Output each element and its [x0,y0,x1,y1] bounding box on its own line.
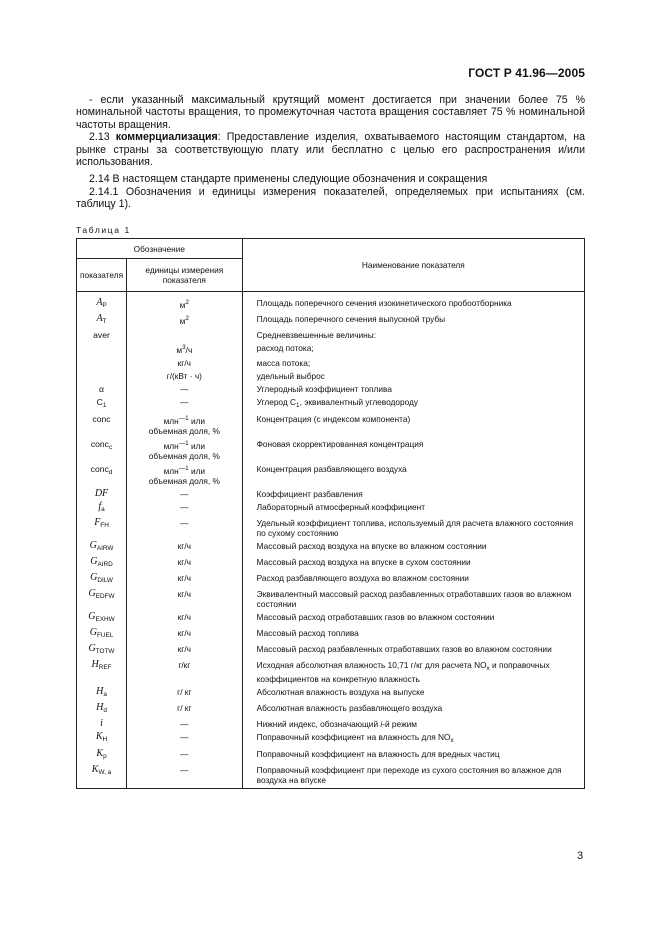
name-cell [242,541,584,557]
name-text: Концентрация (с индексом компонента) [256,414,411,424]
name-cell [242,397,584,414]
header-symbol: показателя [77,259,127,292]
symbol-text: G [89,540,97,551]
table-row [77,660,585,687]
symbol-text: G [88,611,96,622]
unit-text: — [180,384,189,394]
symbol-text: aver [93,330,110,340]
table-row [77,518,585,541]
symbol-text: conc [90,439,109,449]
symbol-cell [77,439,127,464]
name-text: Коэффициент разбавления [256,489,363,499]
symbol-text: K [96,748,104,759]
unit-cell [127,518,243,541]
unit-text: кг/ч [177,557,191,567]
name-cell [242,518,584,541]
name-text: удельный выброс [256,371,325,381]
symbol-cell [77,292,127,315]
table-row [77,589,585,612]
symbol-text: F [94,517,101,528]
unit-cell [127,397,243,414]
paragraph-2-14: 2.14 В настоящем стандарте применены следующие обозначения и сокращения [89,173,488,186]
symbol-text: α [99,384,104,394]
unit-text: кг/ч [177,541,191,551]
unit-superscript: 2 [185,315,189,322]
symbol-subscript: AIRW [96,545,114,552]
table-row [77,358,585,371]
symbol-subscript: H [102,736,108,743]
name-text: Эквивалентный массовый расход разбавленных отработавших газов во влажном состоянии [256,589,572,609]
unit-cell [127,628,243,644]
unit-cell [127,330,243,343]
name-text: Удельный коэффициент топлива, используемый для расчета влажного состояния по сухому состоянию [256,518,574,538]
unit-text: г/(кВт · ч) [166,371,202,381]
standard-header: ГОСТ Р 41.96—2005 [468,66,585,80]
name-italic: i [380,719,383,729]
symbol-text: C [96,397,103,407]
table-row [77,732,585,749]
name-cell [242,314,584,330]
symbol-cell [77,464,127,489]
unit-text: кг/ч [177,358,191,368]
unit-cell [127,541,243,557]
unit-cell [127,464,243,489]
unit-cell [127,557,243,573]
table-row [77,612,585,628]
symbol-subscript: REF [98,664,112,671]
symbol-text: i [100,718,103,729]
unit-tail: /ч [185,345,193,355]
symbol-text: H [91,659,99,670]
unit-text: кг/ч [177,628,191,638]
table-row [77,749,585,765]
table-row [77,314,585,330]
name-cell [242,358,584,371]
body-text [76,94,585,211]
unit-cell [127,489,243,502]
symbol-text: H [96,686,104,697]
unit-cell [127,719,243,732]
symbol-subscript: c [108,444,113,451]
symbol-subscript: P [102,302,107,309]
unit-superscript: —1 [178,415,189,422]
name-text: Фоновая скорректированная концентрация [256,439,424,449]
name-cell [242,330,584,343]
name-text: Абсолютная влажность разбавляющего воздуха [256,703,443,713]
symbol-text: G [89,627,97,638]
table-row [77,414,585,439]
table-row [77,384,585,397]
unit-cell [127,314,243,330]
symbol-subscript: AIRD [97,561,113,568]
symbol-cell [77,518,127,541]
unit-cell [127,644,243,660]
term-definition: : Предоставление изделия, охватываемого настоящим стандартом, на рынке страны за соответствующую плату или бесплатно с целью его распространения и/или использования. [76,131,586,169]
symbol-cell [77,703,127,719]
name-cell [242,502,584,518]
name-tail: , эквивалентный углеводороду [299,397,419,407]
table-row [77,687,585,703]
name-cell [242,660,584,687]
symbol-text: A [96,313,103,324]
unit-text: — [180,397,189,407]
unit-text: млн [163,466,179,476]
unit-cell [127,502,243,518]
page-number: 3 [577,850,584,862]
symbol-text: conc [92,414,111,424]
name-cell [242,749,584,765]
name-cell [242,371,584,384]
name-text: масса потока; [256,358,311,368]
name-cell [242,612,584,628]
name-cell [242,589,584,612]
name-text: Поправочный коэффициент на влажность для NO [256,732,451,742]
unit-tail: или [188,441,206,451]
symbol-subscript: 1 [102,402,107,409]
name-cell [242,644,584,660]
table-caption: Таблица 1 [76,225,131,235]
unit-cell [127,687,243,703]
unit-cell [127,612,243,628]
symbol-text: G [88,588,96,599]
table-row [77,489,585,502]
table-row [77,573,585,589]
name-text: Абсолютная влажность воздуха на выпуске [256,687,425,697]
name-text: Массовый расход разбавленных отработавших газов во влажном состоянии [256,644,552,654]
symbol-text: G [90,556,98,567]
symbol-cell [77,343,127,358]
symbol-text: f [98,501,102,512]
symbol-cell [77,502,127,518]
symbol-cell [77,397,127,414]
name-cell [242,384,584,397]
unit-cell [127,384,243,397]
table-row [77,439,585,464]
unit-superscript: —1 [178,465,189,472]
symbol-cell [77,330,127,343]
name-text: Массовый расход топлива [256,628,359,638]
name-text: Нижний индекс, обозначающий [256,719,381,729]
unit-superscript: 3 [182,344,186,351]
unit-tail: или [188,466,206,476]
unit-text: г/кг [178,660,191,670]
term-commercialization: коммерциализация [115,131,218,144]
table-row [77,557,585,573]
symbol-text: H [96,702,104,713]
table-row [77,765,585,789]
name-cell [242,765,584,789]
symbol-subscript: a [103,691,107,698]
unit-cell [127,703,243,719]
symbol-subscript: TOTW [95,648,115,655]
table-row [77,644,585,660]
name-subscript: x [450,737,454,744]
unit-text: кг/ч [177,644,191,654]
name-text: Расход разбавляющего воздуха во влажном состоянии [256,573,469,583]
unit-text: — [180,749,189,759]
symbol-text: G [88,643,96,654]
symbol-subscript: EXHW [95,616,115,623]
name-cell [242,719,584,732]
symbol-cell [77,749,127,765]
symbol-subscript: T [102,318,107,325]
name-text: Углеродный коэффициент топлива [256,384,392,394]
name-cell [242,414,584,439]
unit-text: млн [163,416,179,426]
table-row [77,502,585,518]
symbol-cell [77,765,127,789]
symbol-subscript: d [103,707,107,714]
symbol-text: A [96,297,103,308]
name-tail: -й режим [382,719,417,729]
table-row [77,397,585,414]
unit-superscript: 2 [185,299,189,306]
unit-cell [127,371,243,384]
name-cell [242,343,584,358]
unit-text-2: объемная доля, % [148,451,220,461]
name-cell [242,464,584,489]
symbol-cell [77,489,127,502]
paragraph-2-14-1: 2.14.1 Обозначения и единицы измерения показателей, определяемых при испытаниях (см. таблицу 1). [76,185,585,211]
clause-number: 2.13 [89,131,116,144]
symbol-cell [77,732,127,749]
name-subscript: x [486,665,490,672]
symbol-cell [77,557,127,573]
unit-text: г/ кг [177,703,192,713]
unit-cell [127,589,243,612]
unit-text: — [180,765,189,775]
paragraph-rotation-speed: - если указанный максимальный крутящий момент достигается при значении более 75 % номинальной частоты вращения, то промежуточная частота вращения составляет 75 % номинальной частоты вращения. [76,94,585,131]
name-cell [242,732,584,749]
name-text: Лабораторный атмосферный коэффициент [256,502,425,512]
header-name: Наименование показателя [242,239,584,292]
symbols-table [76,238,585,789]
name-cell [242,628,584,644]
symbol-subscript: d [108,469,113,476]
unit-text: — [180,732,189,742]
unit-cell [127,358,243,371]
symbol-text: G [90,572,98,583]
symbol-cell [77,541,127,557]
unit-cell [127,414,243,439]
name-text: Площадь поперечного сечения изокинетического пробоотборника [256,298,512,308]
table-row [77,343,585,358]
name-text: Массовый расход воздуха на впуске в сухом состоянии [256,557,471,567]
unit-text: — [180,518,189,528]
symbol-text: DF [94,488,109,499]
unit-text: — [180,489,189,499]
unit-text: — [180,719,189,729]
unit-text: — [180,502,189,512]
symbol-text: conc [90,464,109,474]
symbol-text: K [91,764,99,775]
symbol-subscript: a [101,506,105,513]
name-text: расход потока; [256,343,314,353]
name-cell [242,703,584,719]
symbol-cell [77,660,127,687]
symbol-text: K [95,731,103,742]
symbol-subscript: FUEL [96,632,114,639]
unit-tail: или [188,416,206,426]
symbol-cell [77,687,127,703]
symbol-cell [77,589,127,612]
table-row [77,541,585,557]
header-unit: единицы измерения показателя [127,259,243,292]
unit-text: м [179,316,186,326]
name-text: Исходная абсолютная влажность 10,71 г/кг для расчета NO [256,660,487,670]
name-text: Углерод C [256,397,297,407]
unit-cell [127,292,243,315]
table-row [77,703,585,719]
unit-text: млн [163,441,179,451]
symbol-subscript: W, a [98,769,112,776]
name-cell [242,573,584,589]
table-row [77,719,585,732]
unit-cell [127,765,243,789]
paragraph-2-13 [76,131,585,168]
symbol-cell [77,414,127,439]
table-row [77,292,585,315]
unit-text: м [179,300,186,310]
unit-cell [127,749,243,765]
name-cell [242,292,584,315]
symbol-cell [77,644,127,660]
unit-cell [127,573,243,589]
name-cell [242,439,584,464]
name-text: Площадь поперечного сечения выпускной трубы [256,314,446,324]
unit-cell [127,660,243,687]
symbol-cell [77,384,127,397]
table-row [77,464,585,489]
name-cell [242,557,584,573]
unit-text-2: объемная доля, % [148,476,220,486]
name-cell [242,489,584,502]
name-text: Поправочный коэффициент при переходе из сухого состояния во влажное для воздуха на впуске [256,765,562,785]
unit-text: кг/ч [177,573,191,583]
unit-cell [127,439,243,464]
name-text: Поправочный коэффициент на влажность для вредных частиц [256,749,500,759]
name-text: Массовый расход отработавших газов во влажном состоянии [256,612,495,622]
header-designation: Обозначение [77,239,243,259]
table-row [77,330,585,343]
symbol-cell [77,358,127,371]
name-text: Массовый расход воздуха на впуске во влажном состоянии [256,541,487,551]
unit-text-2: объемная доля, % [148,426,220,436]
unit-text: м [176,345,183,355]
name-text: Концентрация разбавляющего воздуха [256,464,407,474]
symbol-subscript: EDFW [95,593,115,600]
unit-cell [127,732,243,749]
table-row [77,628,585,644]
unit-text: г/ кг [177,687,192,697]
name-tail: и поправочных коэффициентов на конкретную влажность [256,660,550,684]
symbol-cell [77,573,127,589]
unit-text: кг/ч [177,612,191,622]
symbol-cell [77,371,127,384]
unit-superscript: —1 [178,440,189,447]
name-subscript: 1 [296,402,300,409]
symbol-cell [77,628,127,644]
table-row [77,371,585,384]
symbol-subscript: DILW [97,577,113,584]
name-text: Средневзвешенные величины: [256,330,377,340]
unit-text: кг/ч [177,589,191,599]
symbol-cell [77,314,127,330]
unit-cell [127,343,243,358]
symbol-subscript: p [103,753,107,760]
symbol-subscript: FH [100,522,109,529]
symbol-cell [77,612,127,628]
name-cell [242,687,584,703]
